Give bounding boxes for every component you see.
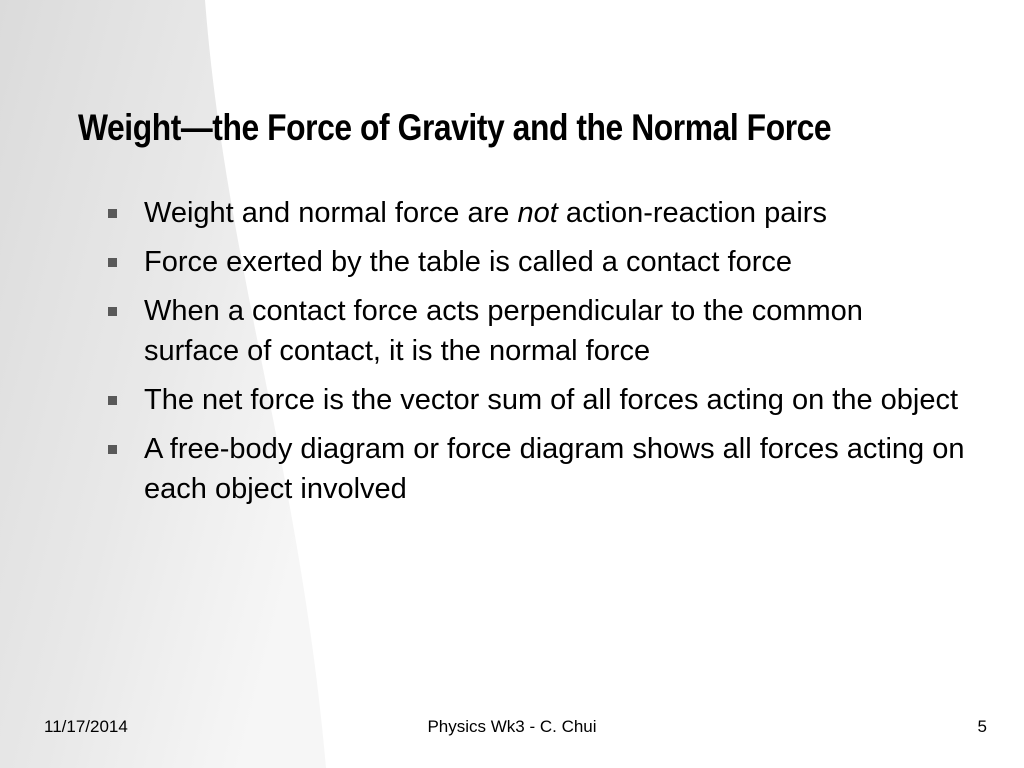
- bullet-item: [106, 242, 966, 282]
- page-number: 5: [977, 717, 987, 736]
- square-bullet-icon: [108, 307, 117, 316]
- slide-title: Weight—the Force of Gravity and the Normal Force: [78, 107, 832, 148]
- footer-date: 11/17/2014: [44, 717, 128, 736]
- bullet-text: The net force is the vector sum of all forces acting on the object: [144, 384, 959, 416]
- bullet-item: [106, 193, 966, 233]
- bullet-text: When a contact force acts perpendicular to the common surface of contact, it is the normal force: [144, 295, 863, 367]
- square-bullet-icon: [108, 396, 117, 405]
- bullet-text: A free-body diagram or force diagram shows all forces acting on each object involved: [144, 433, 965, 505]
- footer-title: Physics Wk3 - C. Chui: [427, 717, 597, 736]
- bullet-text-part: Weight and normal force are: [144, 197, 518, 229]
- bullet-item: [106, 380, 966, 420]
- bullet-text: Force exerted by the table is called a contact force: [144, 246, 793, 278]
- square-bullet-icon: [108, 209, 117, 218]
- square-bullet-icon: [108, 258, 117, 267]
- bullet-item: [106, 429, 966, 509]
- square-bullet-icon: [108, 445, 117, 454]
- bullet-list: [106, 193, 966, 518]
- bullet-item: [106, 291, 966, 371]
- bullet-text-part: action-reaction pairs: [557, 197, 827, 229]
- bullet-emphasis-text: not: [517, 197, 558, 229]
